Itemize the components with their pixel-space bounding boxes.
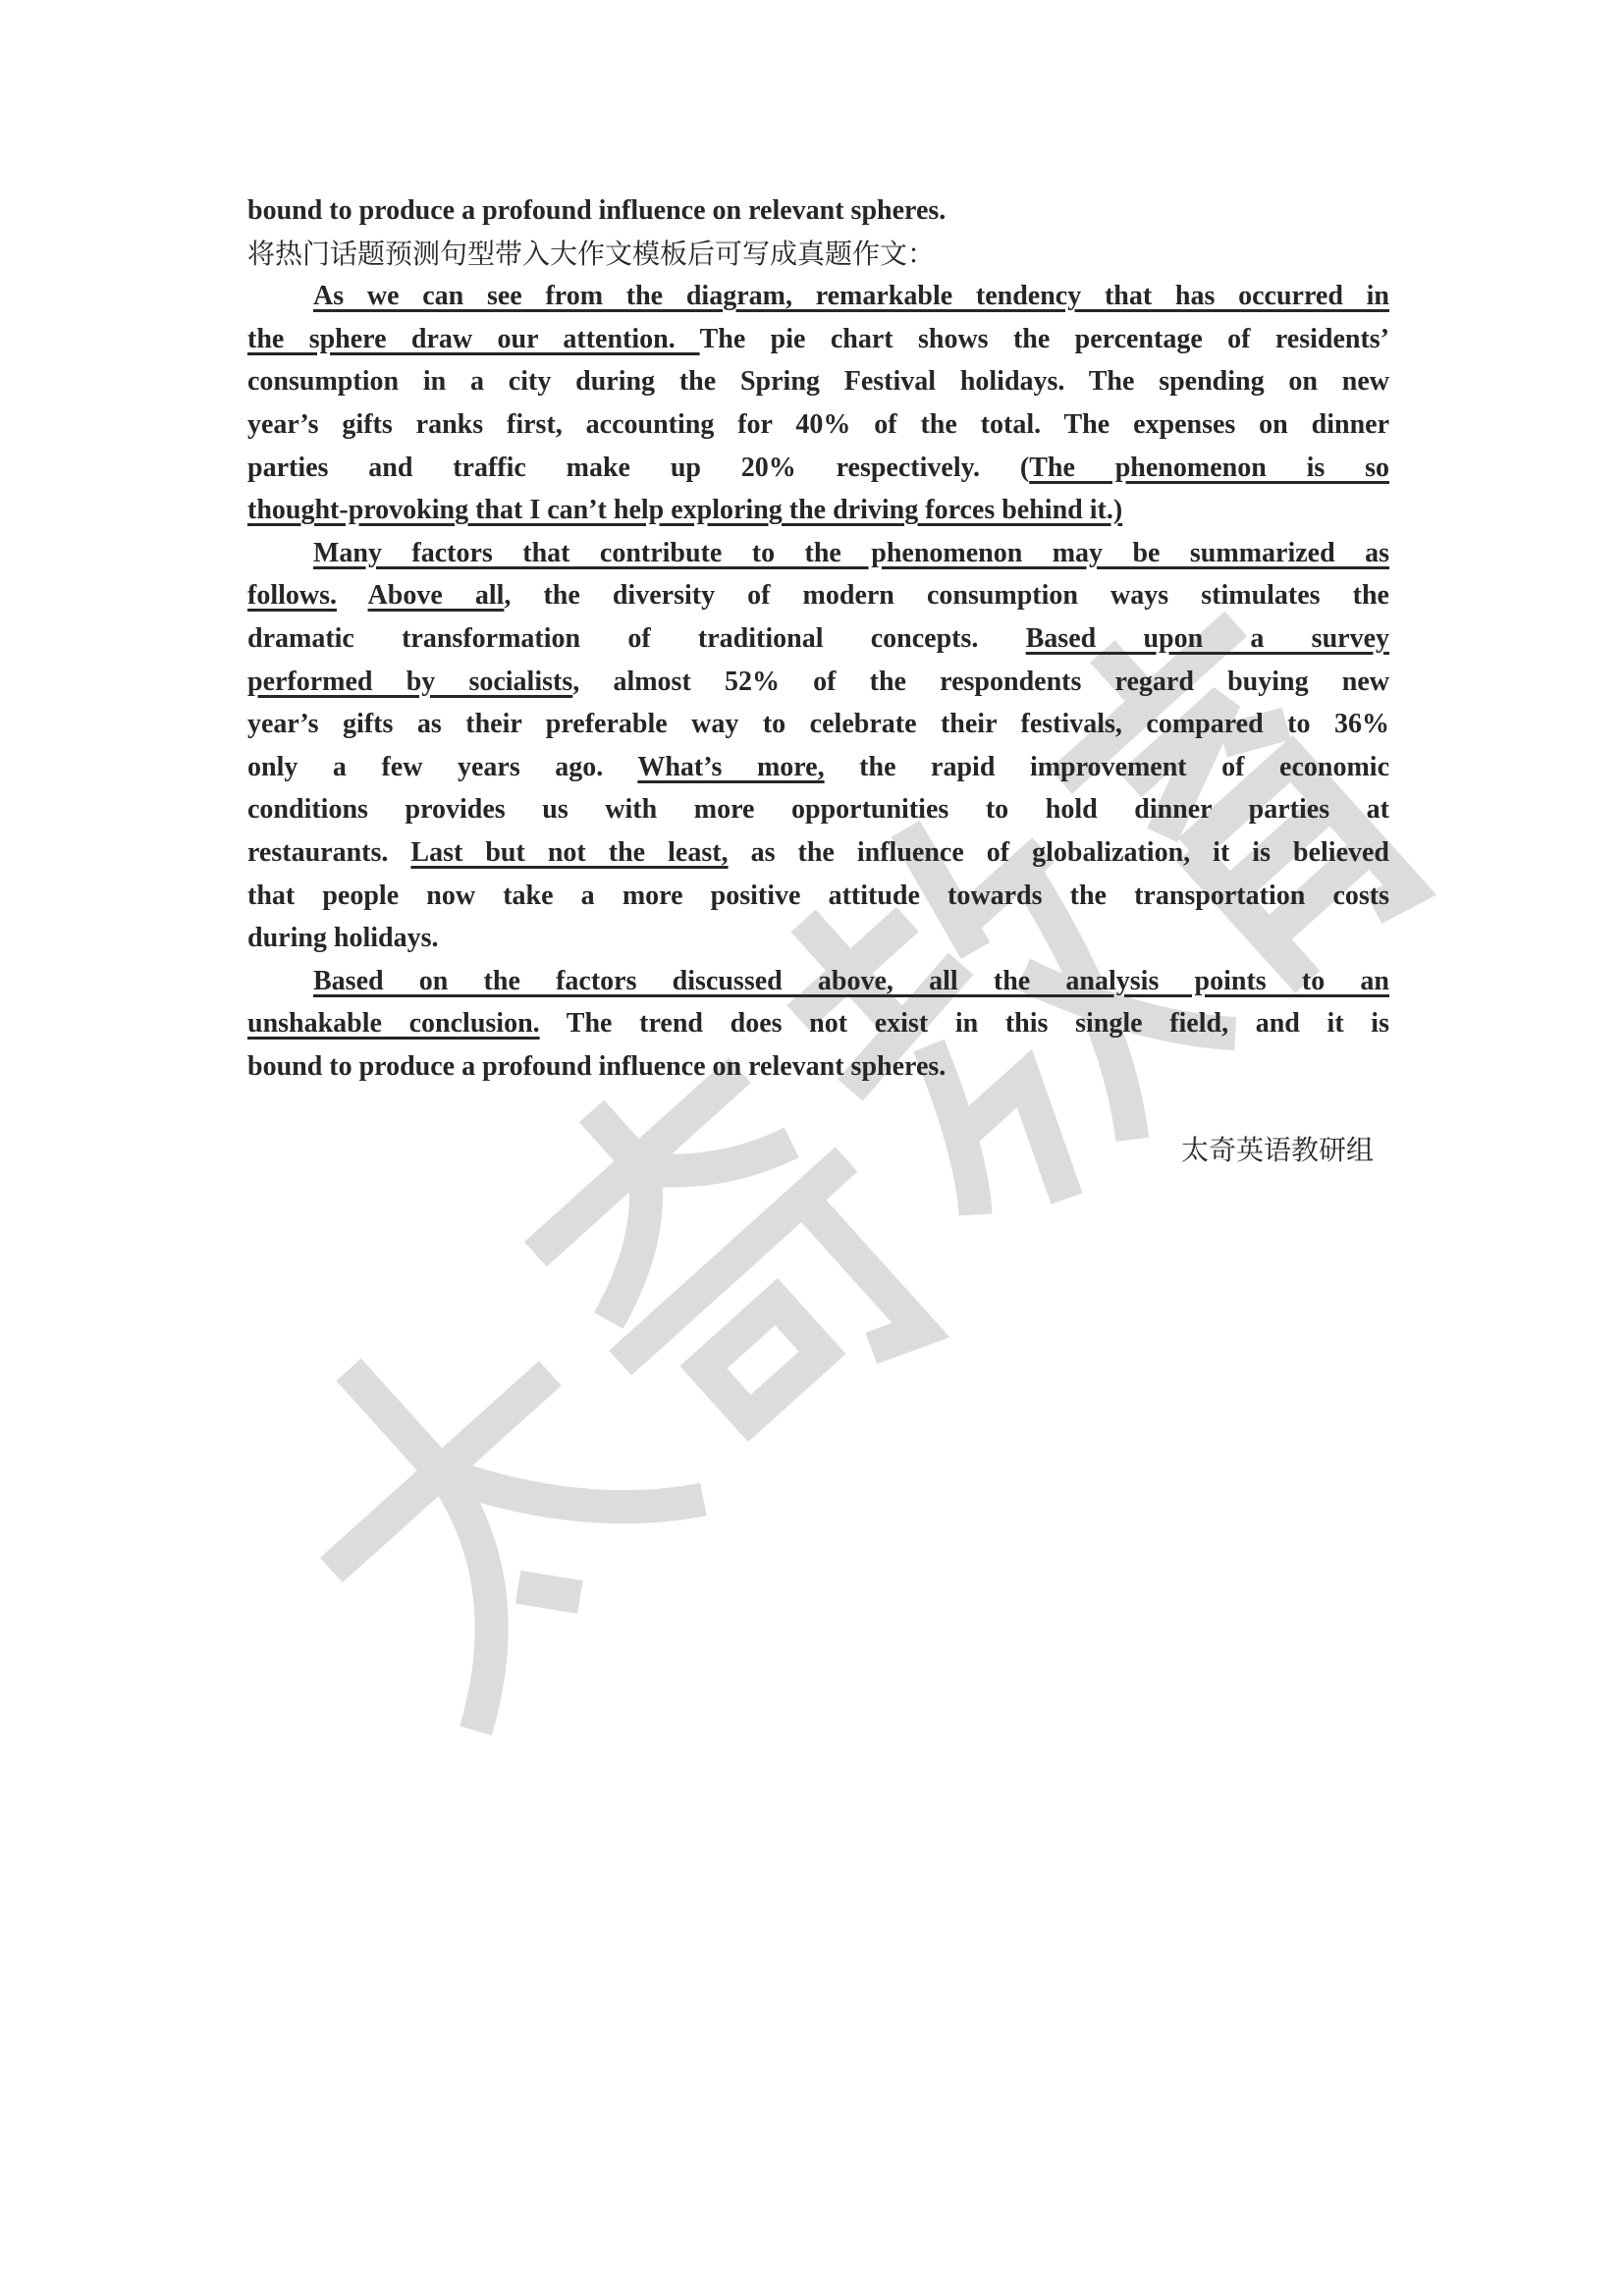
text-line (247, 960, 1389, 1003)
text-segment: consumption in a city during the Spring Festival holidays. The spending on new (247, 366, 1389, 398)
text-segment: , almost 52% of the respondents regard buying new (572, 666, 1389, 697)
text-segment: as the influence of globalization, it is believed (728, 836, 1389, 868)
underlined-phrase: Based on the factors discussed above, all the analysis points to an (313, 965, 1389, 996)
text-line (247, 875, 1389, 918)
text-line (247, 360, 1389, 403)
text-segment: 将热门话题预测句型带入大作文模板后可写成真题作文： (247, 237, 936, 270)
text-segment: during holidays. (247, 923, 439, 954)
text-segment: bound to produce a profound influence on relevant spheres. (247, 195, 947, 226)
underlined-phrase: As we can see from the diagram, remarkable tendency that has occurred in (313, 281, 1389, 312)
text-segment (337, 580, 368, 611)
text-segment: the rapid improvement of economic (824, 751, 1389, 782)
text-segment: conditions provides us with more opportunities to hold dinner parties at (247, 794, 1389, 826)
underlined-phrase: What’s more, (637, 751, 825, 782)
underlined-phrase: unshakable conclusion. (247, 1008, 540, 1040)
text-line (247, 917, 1389, 960)
section-heading (247, 233, 1389, 276)
text-segment: year’s gifts as their preferable way to celebrate their festivals, compared to 36% (247, 709, 1389, 740)
text-line (247, 447, 1389, 490)
text-line (247, 661, 1389, 704)
text-segment: dramatic transformation of traditional concepts. (247, 622, 1026, 654)
signature: 太奇英语教研组 (1180, 1134, 1374, 1166)
text-line (247, 318, 1389, 361)
underlined-phrase: Based upon a survey (1025, 622, 1389, 654)
text-line (247, 403, 1389, 447)
text-line (247, 489, 1389, 532)
text-line (247, 831, 1389, 875)
text-line (247, 746, 1389, 789)
text-segment: bound to produce a profound influence on relevant spheres. (247, 1050, 947, 1082)
essay-body (247, 189, 1389, 1088)
underlined-phrase: thought-provoking that I can’t help exploring the driving forces behind it.) (247, 495, 1123, 526)
text-segment: , the diversity of modern consumption ways stimulates the (504, 580, 1389, 612)
text-line (247, 703, 1389, 746)
underlined-phrase: Last but not the least, (410, 836, 729, 868)
text-segment: year’s gifts ranks first, accounting for 40% of the total. The expenses on dinner (247, 408, 1389, 440)
text-segment: The trend does not exist in this single field, and it is (539, 1008, 1389, 1040)
underlined-phrase: performed by socialists (247, 666, 573, 697)
text-segment: The pie chart shows the percentage of residents’ (699, 323, 1389, 354)
text-line (247, 1045, 1389, 1089)
underlined-phrase: the sphere draw our attention. (247, 323, 700, 354)
underlined-phrase: follows. (247, 580, 337, 612)
text-segment: that people now take a more positive attitude towards the transportation costs (247, 880, 1389, 911)
underlined-phrase: Above all (367, 580, 505, 612)
text-line (247, 275, 1389, 318)
text-line (247, 1002, 1389, 1045)
underlined-phrase: Many factors that contribute to the phenomenon may be summarized as (313, 537, 1389, 568)
text-line (247, 532, 1389, 575)
text-segment: restaurants. (247, 836, 411, 868)
underlined-phrase: The phenomenon is so (1029, 452, 1389, 483)
text-line (247, 788, 1389, 831)
text-line (247, 189, 1389, 233)
text-line (247, 574, 1389, 617)
text-segment: only a few years ago. (247, 751, 638, 782)
text-line (247, 617, 1389, 661)
text-segment: parties and traffic make up 20% respectively. ( (247, 452, 1030, 483)
